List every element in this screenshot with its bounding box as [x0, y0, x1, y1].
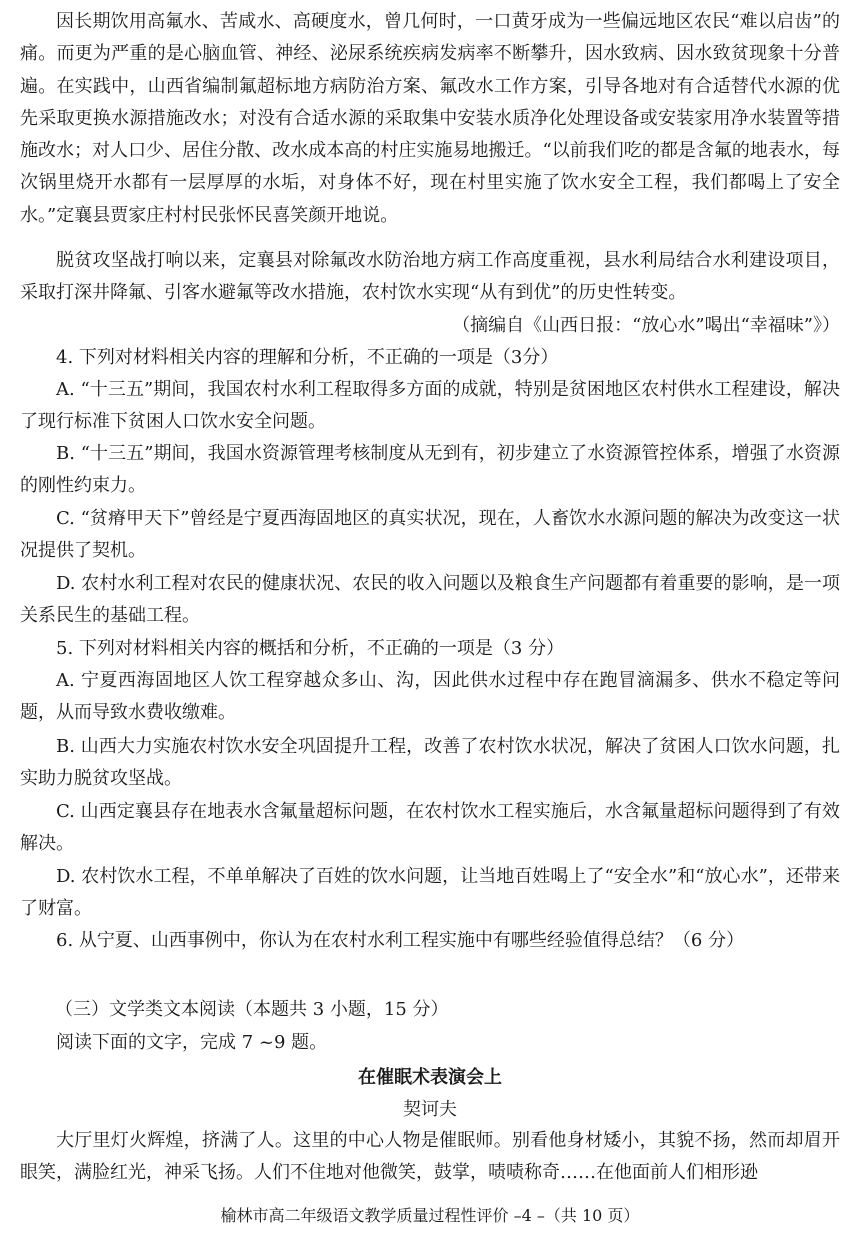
question-4-option-a: A. “十三五”期间，我国农村水利工程取得多方面的成就，特别是贫困地区农村供水工程建设，解决了现行标准下贫困人口饮水安全问题。	[20, 379, 840, 433]
question-5-stem: 5. 下列对材料相关内容的概括和分析，不正确的一项是（3 分）	[56, 638, 565, 659]
question-4-option-c: C. “贫瘠甲天下”曾经是宁夏西海固地区的真实状况，现在，人畜饮水水源问题的解决为改变这一状况提供了契机。	[20, 508, 840, 562]
question-5-option-a: A. 宁夏西海固地区人饮工程穿越众多山、沟，因此供水过程中存在跑冒滴漏多、供水不稳定等问题，从而导致水费收缴难。	[20, 670, 840, 724]
material-source: （摘编自《山西日报：“放心水”喝出“幸福味”》）	[452, 315, 840, 336]
section-header: （三）文学类文本阅读（本题共 3 小题，15 分）	[55, 999, 449, 1020]
story-paragraph: 大厅里灯火辉煌，挤满了人。这里的中心人物是催眠师。别看他身材矮小，其貌不扬，然而却眉开眼笑，满脸红光，神采飞扬。人们不住地对他微笑，鼓掌，啧啧称奇……在他面前人们相形逊	[20, 1130, 840, 1184]
story-title: 在催眠术表演会上	[358, 1067, 502, 1088]
question-4-option-b: B. “十三五”期间，我国水资源管理考核制度从无到有，初步建立了水资源管控体系，增强了水资源的刚性约束力。	[20, 443, 840, 497]
question-4-option-d: D. 农村水利工程对农民的健康状况、农民的收入问题以及粮食生产问题都有着重要的影响，是一项关系民生的基础工程。	[20, 573, 840, 627]
story-author: 契诃夫	[403, 1099, 457, 1120]
question-5-option-c: C. 山西定襄县存在地表水含氟量超标问题，在农村饮水工程实施后，水含氟量超标问题得到了有效解决。	[20, 801, 840, 855]
question-5-option-b: B. 山西大力实施农村饮水安全巩固提升工程，改善了农村饮水状况，解决了贫困人口饮水问题，扎实助力脱贫攻坚战。	[20, 736, 840, 790]
material-paragraph: 脱贫攻坚战打响以来，定襄县对除氟改水防治地方病工作高度重视，县水利局结合水利建设项目，采取打深井降氟、引客水避氟等改水措施，农村饮水实现“从有到优”的历史性转变。	[20, 250, 840, 304]
question-6-stem: 6. 从宁夏、山西事例中，你认为在农村水利工程实施中有哪些经验值得总结？（6 分）	[56, 930, 745, 951]
question-4-stem: 4. 下列对材料相关内容的理解和分析，不正确的一项是（3分）	[56, 347, 559, 368]
page-footer: 榆林市高二年级语文教学质量过程性评价 –4 –（共 10 页）	[220, 1206, 640, 1225]
question-5-option-d: D. 农村饮水工程，不单单解决了百姓的饮水问题，让当地百姓喝上了“安全水”和“放心水”，还带来了财富。	[20, 866, 840, 920]
material-paragraph: 因长期饮用高氟水、苦咸水、高硬度水，曾几何时，一口黄牙成为一些偏远地区农民“难以启齿”的痛。而更为严重的是心脑血管、神经、泌尿系统疾病发病率不断攀升，因水致病、因水致贫现象十分普遍。在实践中，山西省编制氟超标地方病防治方案、氟改水工作方案，引导各地对有合适替代水源的优先采取更换水源措施改水；对没有合适水源的采取集中安装水质净化处理设备或安装家用净水装置等措施改水；对人口少、居住分散、改水成本高的村庄实施易地搬迁。“以前我们吃的都是含氟的地表水，每次锅里烧开水都有一层厚厚的水垢，对身体不好，现在村里实施了饮水安全工程，我们都喝上了安全水。”定襄县贾家庄村村民张怀民喜笑颜开地说。	[20, 11, 840, 226]
section-instruction: 阅读下面的文字，完成 7 ~9 题。	[56, 1032, 328, 1053]
